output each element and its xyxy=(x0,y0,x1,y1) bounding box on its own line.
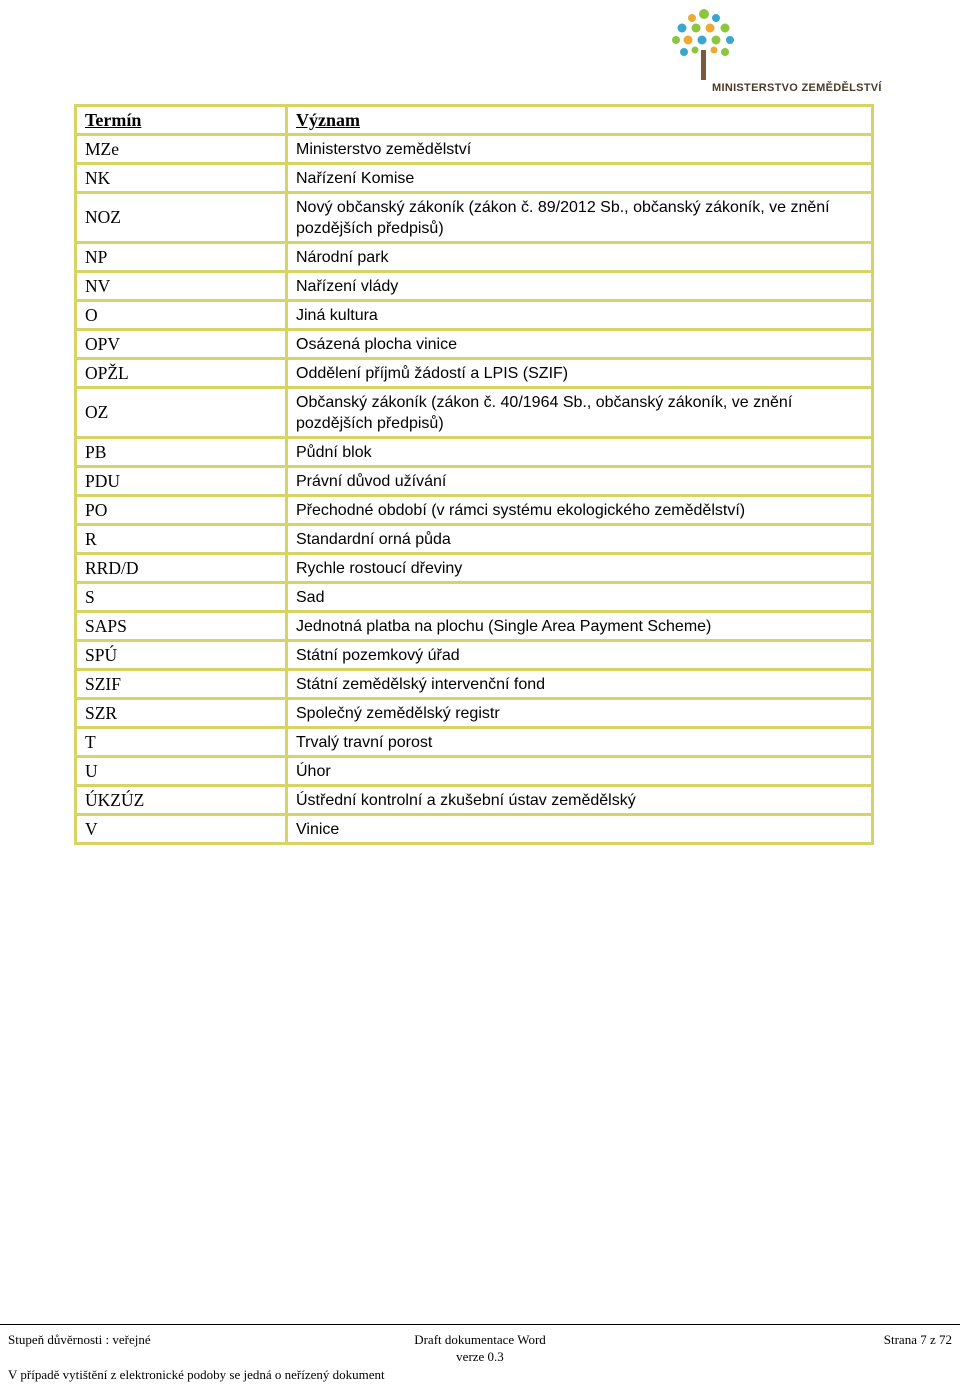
table-row xyxy=(76,757,873,786)
term-cell: V xyxy=(76,815,287,844)
meaning-cell: Občanský zákoník (zákon č. 40/1964 Sb., občanský zákoník, ve znění pozdějších předpisů) xyxy=(287,388,873,438)
term-cell: NK xyxy=(76,164,287,193)
term-cell: RRD/D xyxy=(76,554,287,583)
meaning-cell: Trvalý travní porost xyxy=(287,728,873,757)
meaning-cell: Ústřední kontrolní a zkušební ústav zemědělský xyxy=(287,786,873,815)
table-row xyxy=(76,193,873,243)
meaning-cell: Standardní orná půda xyxy=(287,525,873,554)
term-cell: O xyxy=(76,301,287,330)
footer-doc-title: Draft dokumentace Word xyxy=(414,1332,546,1347)
table-row xyxy=(76,583,873,612)
table-row xyxy=(76,525,873,554)
table-row xyxy=(76,359,873,388)
table-row xyxy=(76,330,873,359)
table-row xyxy=(76,728,873,757)
table-row xyxy=(76,164,873,193)
table-row xyxy=(76,786,873,815)
term-cell: OZ xyxy=(76,388,287,438)
tree-icon xyxy=(668,6,740,82)
meaning-cell: Nařízení Komise xyxy=(287,164,873,193)
term-cell: OPV xyxy=(76,330,287,359)
meaning-cell: Jiná kultura xyxy=(287,301,873,330)
table-row xyxy=(76,670,873,699)
meaning-cell: Sad xyxy=(287,583,873,612)
table-row xyxy=(76,135,873,164)
term-cell: NOZ xyxy=(76,193,287,243)
table-row xyxy=(76,301,873,330)
table-header-row xyxy=(76,106,873,135)
footer-classification: Stupeň důvěrnosti : veřejné xyxy=(8,1332,151,1347)
footer-divider xyxy=(0,1324,960,1325)
table-row xyxy=(76,699,873,728)
logo-text: MINISTERSTVO ZEMĚDĚLSTVÍ xyxy=(712,82,882,94)
term-cell: MZe xyxy=(76,135,287,164)
table-row xyxy=(76,612,873,641)
table-row xyxy=(76,641,873,670)
table-row xyxy=(76,554,873,583)
term-cell: SZIF xyxy=(76,670,287,699)
term-cell: SZR xyxy=(76,699,287,728)
term-cell: T xyxy=(76,728,287,757)
footer-version: verze 0.3 xyxy=(456,1349,504,1364)
term-cell: NP xyxy=(76,243,287,272)
meaning-cell: Ministerstvo zemědělství xyxy=(287,135,873,164)
term-cell: PDU xyxy=(76,467,287,496)
meaning-cell: Nařízení vlády xyxy=(287,272,873,301)
header-term: Termín xyxy=(76,106,287,135)
meaning-cell: Právní důvod užívání xyxy=(287,467,873,496)
term-cell: U xyxy=(76,757,287,786)
footer-notice: V případě vytištění z elektronické podoby se jedná o neřízený dokument xyxy=(8,1367,385,1382)
term-cell: OPŽL xyxy=(76,359,287,388)
table-row xyxy=(76,496,873,525)
table-row xyxy=(76,272,873,301)
term-cell: NV xyxy=(76,272,287,301)
meaning-cell: Rychle rostoucí dřeviny xyxy=(287,554,873,583)
meaning-cell: Státní zemědělský intervenční fond xyxy=(287,670,873,699)
glossary-table xyxy=(74,104,874,845)
term-cell: PB xyxy=(76,438,287,467)
table-row xyxy=(76,243,873,272)
meaning-cell: Půdní blok xyxy=(287,438,873,467)
table-row xyxy=(76,438,873,467)
table-row xyxy=(76,388,873,438)
meaning-cell: Státní pozemkový úřad xyxy=(287,641,873,670)
term-cell: SPÚ xyxy=(76,641,287,670)
meaning-cell: Jednotná platba na plochu (Single Area Payment Scheme) xyxy=(287,612,873,641)
meaning-cell: Oddělení příjmů žádostí a LPIS (SZIF) xyxy=(287,359,873,388)
term-cell: SAPS xyxy=(76,612,287,641)
term-cell: S xyxy=(76,583,287,612)
footer-page-number: Strana 7 z 72 xyxy=(883,1332,952,1347)
term-cell: PO xyxy=(76,496,287,525)
ministry-logo xyxy=(660,6,890,98)
meaning-cell: Nový občanský zákoník (zákon č. 89/2012 Sb., občanský zákoník, ve znění pozdějších předpisů) xyxy=(287,193,873,243)
header-meaning: Význam xyxy=(287,106,873,135)
meaning-cell: Přechodné období (v rámci systému ekologického zemědělství) xyxy=(287,496,873,525)
table-row xyxy=(76,815,873,844)
meaning-cell: Osázená plocha vinice xyxy=(287,330,873,359)
table-row xyxy=(76,467,873,496)
meaning-cell: Společný zemědělský registr xyxy=(287,699,873,728)
term-cell: R xyxy=(76,525,287,554)
meaning-cell: Vinice xyxy=(287,815,873,844)
meaning-cell: Úhor xyxy=(287,757,873,786)
meaning-cell: Národní park xyxy=(287,243,873,272)
term-cell: ÚKZÚZ xyxy=(76,786,287,815)
